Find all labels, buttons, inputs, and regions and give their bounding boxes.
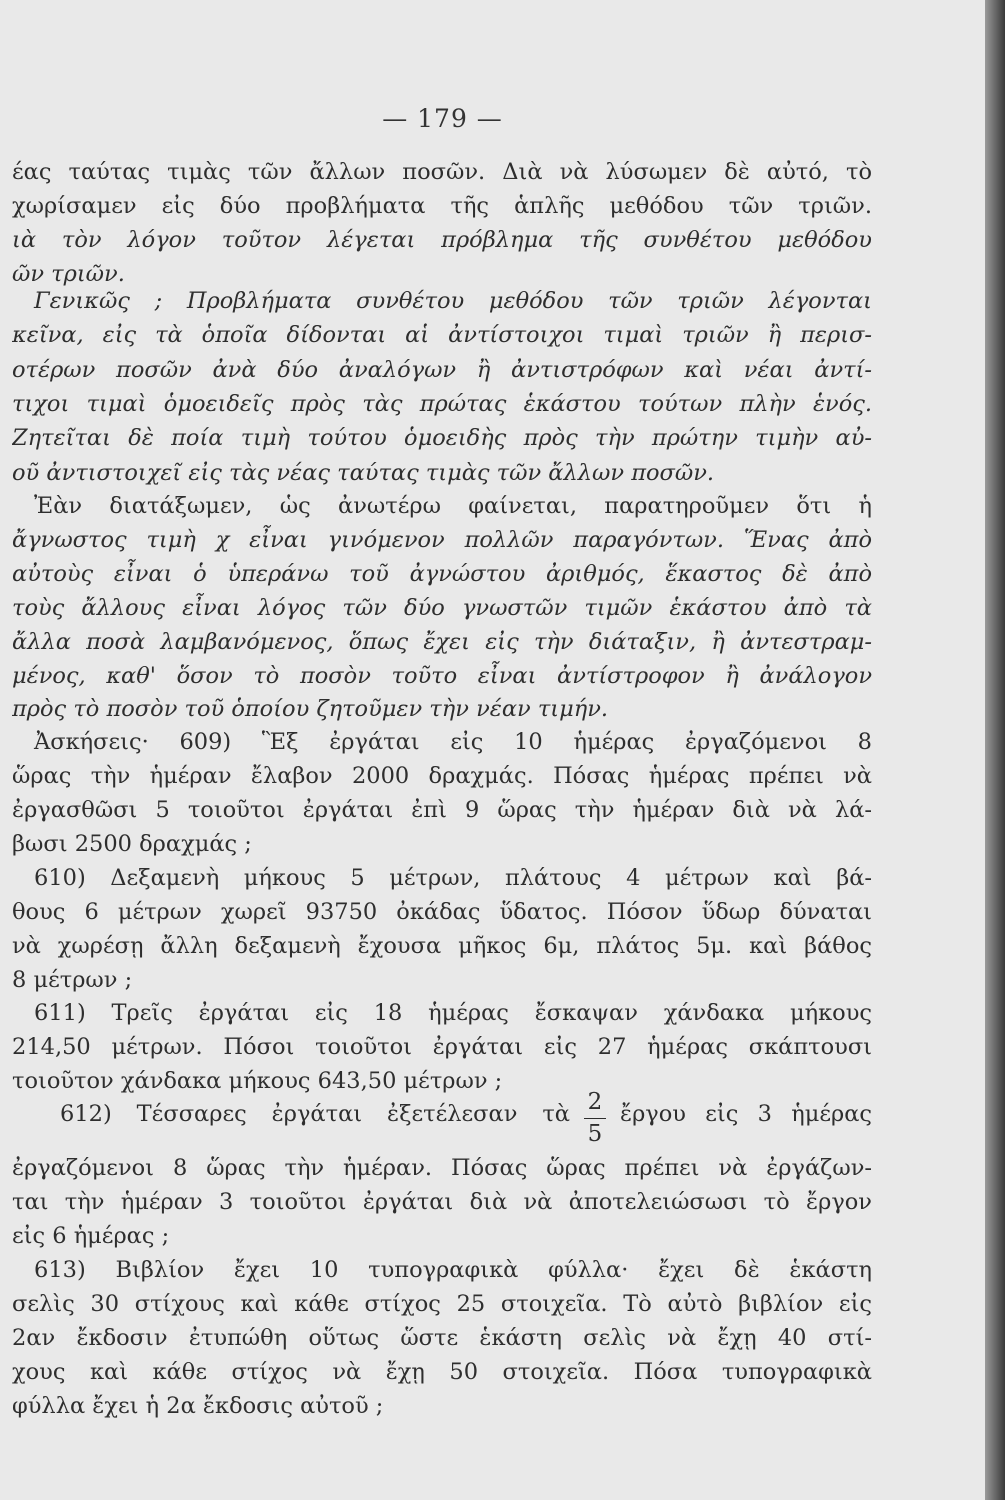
text-line: 611) Τρεῖς ἐργάται εἰς 18 ἡμέρας ἔσκαψαν χάνδακα μήκους [34,1000,872,1026]
text-line: οῦ ἀντιστοιχεῖ εἰς τὰς νέας ταύτας τιμὰς τῶν ἄλλων ποσῶν. [12,460,715,486]
text-line: χωρίσαμεν εἰς δύο προβλήματα τῆς ἁπλῆς μεθόδου τῶν τριῶν. [12,193,872,219]
text-line: χους καὶ κάθε στίχος νὰ ἔχῃ 50 στοιχεῖα. Πόσα τυπογραφικὰ [12,1359,872,1385]
text-line: βωσι 2500 δραχμάς ; [12,831,252,857]
text-line: θους 6 μέτρων χωρεῖ 93750 ὀκάδας ὕδατος. Πόσον ὕδωρ δύναται [12,899,872,925]
text-line: 610) Δεξαμενὴ μήκους 5 μέτρων, πλάτους 4 μέτρων καὶ βά- [34,865,872,891]
text-line: Ζητεῖται δὲ ποία τιμὴ τούτου ὁμοειδὴς πρὸς τὴν πρώτην τιμὴν αὐ- [12,425,872,451]
page-edge-shadow [985,0,1005,1500]
text-line: ἄγνωστος τιμὴ χ εἶναι γινόμενον πολλῶν παραγόντων. Ἕνας ἀπὸ [12,527,872,553]
text-line: ιὰ τὸν λόγον τοῦτον λέγεται πρόβλημα τῆς συνθέτου μεθόδου [12,227,872,253]
text-line: 2αν ἔκδοσιν ἐτυπώθη οὕτως ὥστε ἑκάστη σελὶς νὰ ἔχῃ 40 στί- [12,1325,872,1351]
text-line: έας ταύτας τιμὰς τῶν ἄλλων ποσῶν. Διὰ νὰ λύσωμεν δὲ αὐτό, τὸ [12,159,872,185]
text-line: ἐργασθῶσι 5 τοιοῦτοι ἐργάται ἐπὶ 9 ὥρας τὴν ἡμέραν διὰ νὰ λά- [12,797,872,823]
text-line: ὥρας τὴν ἡμέραν ἔλαβον 2000 δραχμάς. Πόσας ἡμέρας πρέπει νὰ [12,763,872,789]
text-line: Γενικῶς ; Προβλήματα συνθέτου μεθόδου τῶν τριῶν λέγονται [34,288,872,314]
fraction-numerator: 2 [587,1089,603,1115]
text-line: ται τὴν ἡμέραν 3 τοιοῦτοι ἐργάται διὰ νὰ ἀποτελειώσωσι τὸ ἔργον [12,1189,872,1215]
text-line: τιχοι τιμαὶ ὁμοειδεῖς πρὸς τὰς πρώτας ἑκάστου τούτων πλὴν ἑνός. [12,391,872,417]
fraction [580,1088,610,1147]
text-line: νὰ χωρέσῃ ἄλλη δεξαμενὴ ἔχουσα μῆκος 6μ, πλάτος 5μ. καὶ βάθος [12,933,872,959]
text-line: 8 μέτρων ; [12,967,133,993]
text-line: τοὺς ἄλλους εἶναι λόγος τῶν δύο γνωστῶν τιμῶν ἑκάστου ἀπὸ τὰ [12,595,872,621]
text-line: Ἀσκήσεις· 609) Ἓξ ἐργάται εἰς 10 ἡμέρας ἐργαζόμενοι 8 [34,729,872,755]
text-line: 214,50 μέτρων. Πόσοι τοιοῦτοι ἐργάται εἰς 27 ἡμέρας σκάπτουσι [12,1034,872,1060]
text-line: Ἐὰν διατάξωμεν, ὡς ἀνωτέρω φαίνεται, παρατηροῦμεν ὅτι ἡ [34,493,872,519]
text-line: αὐτοὺς εἶναι ὁ ὑπεράνω τοῦ ἀγνώστου ἀριθμός, ἕκαστος δὲ ἀπὸ [12,561,872,587]
exercise-612-start: 612) Τέσσαρες ἐργάται ἐξετέλεσαν τὰ [60,1101,570,1127]
text-line: μένος, καθ' ὅσον τὸ ποσὸν τοῦτο εἶναι ἀντίστροφον ἢ ἀνάλογον [12,663,872,689]
text-line: τοιοῦτον χάνδακα μήκους 643,50 μέτρων ; [12,1068,503,1094]
text-line: οτέρων ποσῶν ἀνὰ δύο ἀναλόγων ἢ ἀντιστρόφων καὶ νέαι ἀντί- [12,357,872,383]
text-line: ἄλλα ποσὰ λαμβανόμενος, ὅπως ἔχει εἰς τὴν διάταξιν, ἢ ἀντεστραμ- [12,629,872,655]
fraction-bar [584,1118,606,1119]
text-line: σελὶς 30 στίχους καὶ κάθε στίχος 25 στοιχεῖα. Τὸ αὐτὸ βιβλίον εἰς [12,1291,872,1317]
text-line: κεῖνα, εἰς τὰ ὁποῖα δίδονται αἱ ἀντίστοιχοι τιμαὶ τριῶν ἢ περισ- [12,322,872,348]
fraction-denominator: 5 [587,1121,603,1147]
text-line: 613) Βιβλίον ἔχει 10 τυπογραφικὰ φύλλα· ἔχει δὲ ἑκάστη [34,1257,872,1283]
text-line: ῶν τριῶν. [12,261,125,287]
exercise-612-end: ἔργου εἰς 3 ἡμέρας [620,1101,872,1127]
text-line: φύλλα ἔχει ἡ 2α ἔκδοσις αὐτοῦ ; [12,1393,384,1419]
text-line: πρὸς τὸ ποσὸν τοῦ ὁποίου ζητοῦμεν τὴν νέαν τιμήν. [12,696,609,722]
page-number: — 179 — [382,104,503,133]
text-line: εἰς 6 ἡμέρας ; [12,1223,170,1249]
text-line: ἐργαζόμενοι 8 ὥρας τὴν ἡμέραν. Πόσας ὥρας πρέπει νὰ ἐργάζων- [12,1155,872,1181]
